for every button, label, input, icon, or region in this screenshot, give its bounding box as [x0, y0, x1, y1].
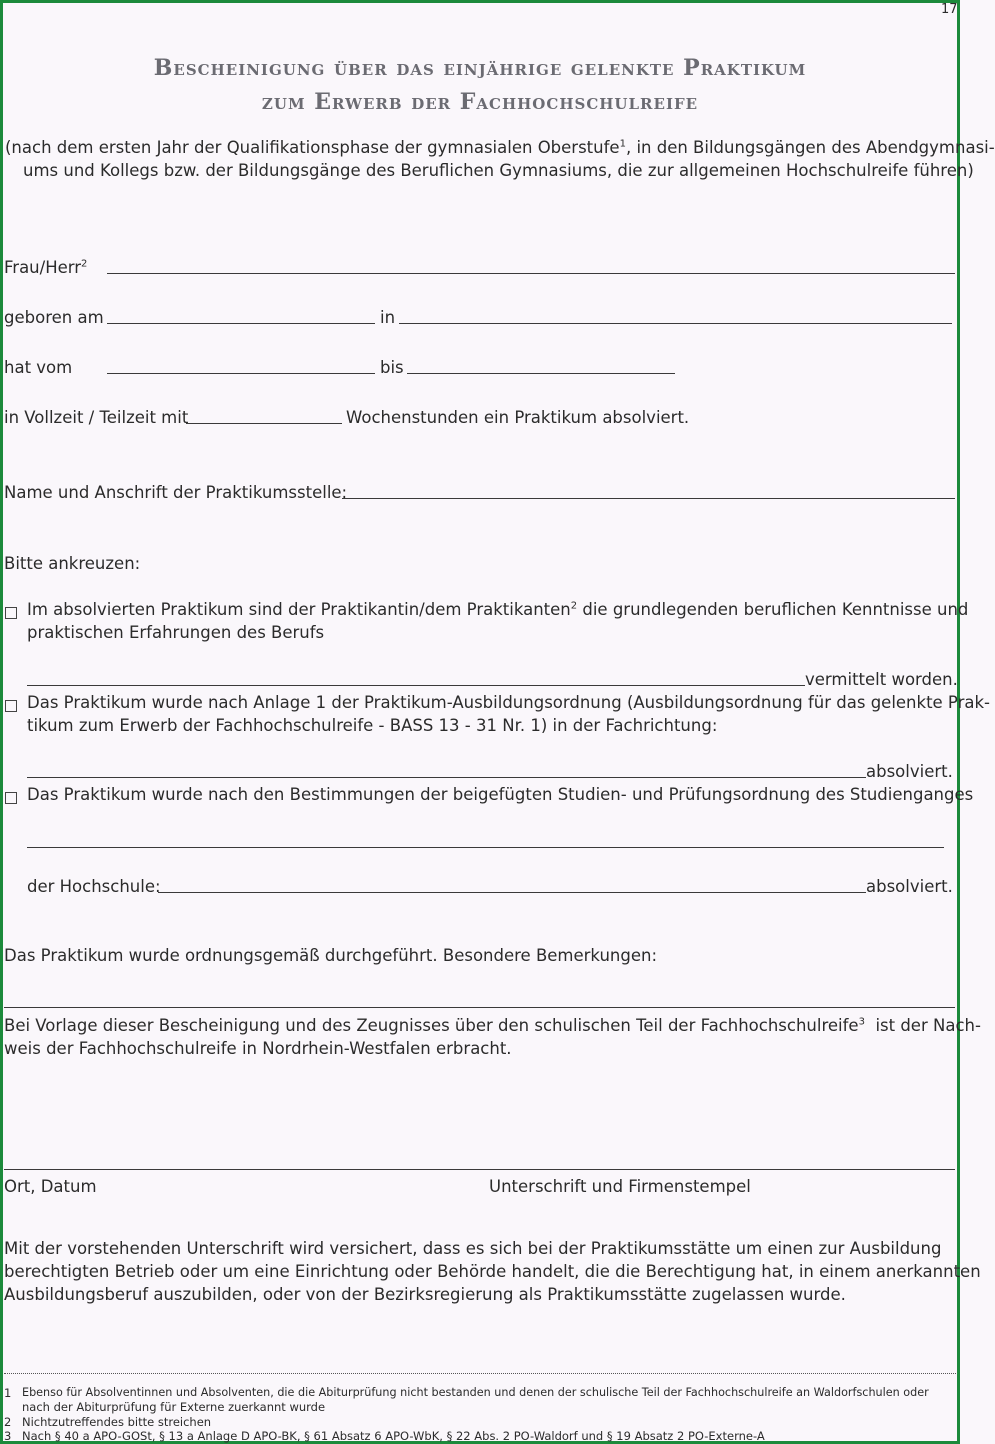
hat-vom-label: hat vom [4, 358, 73, 377]
footnote-1-number: 1 [4, 1386, 12, 1400]
title-line-1: Bescheinigung über das einjährige gelenkte Praktikum [153, 55, 807, 81]
praktikumsstelle-field[interactable] [342, 498, 955, 499]
assurance-line-1: Mit der vorstehenden Unterschrift wird versichert, dass es sich bei der Praktikumsstätte um einen zur Ausbildung [4, 1239, 942, 1258]
footnote-1-line-2: nach der Abiturprüfung für Externe zuerkannt wurde [22, 1400, 326, 1414]
vorlage-text-a: Bei Vorlage dieser Bescheinigung und des Zeugnisses über den schulischen Teil der Fachhochschulreife [4, 1016, 859, 1035]
option-1-end: vermittelt worden. [805, 670, 958, 689]
checkbox-option-1[interactable] [5, 604, 17, 616]
vorlage-line-1 [4, 1016, 981, 1035]
option-3-line-1: Das Praktikum wurde nach den Bestimmungen der beigefügten Studien- und Prüfungsordnung des Studienganges [27, 785, 974, 804]
vorlage-line-2: weis der Fachhochschulreife in Nordrhein-Westfalen erbracht. [4, 1039, 512, 1058]
frau-herr-label [4, 258, 87, 277]
option-1-text-a: Im absolvierten Praktikum sind der Praktikantin/dem Praktikanten [27, 600, 571, 619]
intro-line-2: ums und Kollegs bzw. der Bildungsgänge des Beruflichen Gymnasiums, die zur allgemeinen Hochschulreife führen) [23, 161, 974, 180]
checkbox-3-box[interactable] [5, 792, 17, 804]
option-1-line-2: praktischen Erfahrungen des Berufs [27, 623, 325, 642]
checkbox-heading: Bitte ankreuzen: [4, 554, 141, 573]
assurance-line-3: Ausbildungsberuf auszubilden, oder von der Bezirksregierung als Praktikumsstätte zugelassen wurde. [4, 1285, 846, 1304]
in-label: in [380, 308, 396, 327]
checkbox-2-box[interactable] [5, 700, 17, 712]
checkbox-option-2[interactable] [5, 697, 17, 709]
option-2-line-1: Das Praktikum wurde nach Anlage 1 der Praktikum-Ausbildungsordnung (Ausbildungsordnung für das gelenkte Prak- [27, 693, 990, 712]
checkbox-1-box[interactable] [5, 607, 17, 619]
option-1-line-1 [27, 600, 968, 619]
footnote-separator [4, 1373, 956, 1374]
hochschule-field[interactable] [158, 892, 866, 893]
option-2-end: absolviert. [866, 762, 953, 781]
beruf-field[interactable] [27, 685, 805, 686]
hat-vom-field[interactable] [107, 373, 375, 374]
geboren-am-label: geboren am [4, 308, 104, 327]
studiengang-field[interactable] [27, 847, 944, 848]
title-line-2: zum Erwerb der Fachhochschulreife [261, 89, 699, 115]
footnote-ref-1: 1 [619, 138, 626, 150]
page-number: 17 [941, 2, 958, 17]
geburtsort-field[interactable] [399, 323, 952, 324]
option-1-text-b: die grundlegenden beruflichen Kenntnisse und [577, 600, 969, 619]
remarks-field[interactable] [4, 1007, 955, 1008]
checkbox-option-3[interactable] [5, 789, 17, 801]
praktikumsstelle-label: Name und Anschrift der Praktikumsstelle: [4, 483, 348, 502]
vollzeit-label: in Vollzeit / Teilzeit mit [4, 408, 189, 427]
bis-label: bis [380, 358, 404, 377]
footnote-3: Nach § 40 a APO-GOSt, § 13 a Anlage D APO-BK, § 61 Absatz 6 APO-WbK, § 22 Abs. 2 PO-Waldorf und § 19 Absatz 2 PO-Externe-A [22, 1429, 765, 1443]
intro-line-1 [5, 138, 995, 157]
option-2-line-2: tikum zum Erwerb der Fachhochschulreife - BASS 13 - 31 Nr. 1) in der Fachrichtung: [27, 716, 718, 735]
intro-text-a: (nach dem ersten Jahr der Qualifikationsphase der gymnasialen Oberstufe [5, 138, 620, 157]
hochschule-label: der Hochschule: [27, 877, 161, 896]
footnote-ref-2b: 2 [570, 600, 578, 612]
intro-text-b: , in den Bildungsgängen des Abendgymnasi- [625, 138, 995, 157]
footnote-1-line-1: Ebenso für Absolventinnen und Absolventen, die die Abiturprüfung nicht bestanden und denen der schulische Teil der Fachhochschulreife an Waldorfschulen oder [22, 1386, 929, 1399]
wochenstunden-label: Wochenstunden ein Praktikum absolviert. [346, 408, 690, 427]
vorlage-text-b: ist der Nach- [864, 1016, 981, 1035]
footnote-2: Nichtzutreffendes bitte streichen [22, 1415, 212, 1429]
wochenstunden-field[interactable] [186, 423, 342, 424]
footnote-ref-3: 3 [858, 1016, 865, 1028]
frau-herr-text: Frau/Herr [4, 258, 82, 277]
footnote-ref-2: 2 [81, 258, 88, 270]
ort-datum-label: Ort, Datum [4, 1177, 97, 1196]
option-3-end: absolviert. [866, 877, 953, 896]
bis-field[interactable] [407, 373, 675, 374]
frau-herr-field[interactable] [107, 273, 955, 274]
unterschrift-label: Unterschrift und Firmenstempel [489, 1177, 751, 1196]
geboren-am-field[interactable] [107, 323, 375, 324]
signature-line[interactable] [4, 1169, 955, 1170]
assurance-line-2: berechtigten Betrieb oder um eine Einrichtung oder Behörde handelt, die die Berechtigung hat, in einem anerkannten [4, 1262, 981, 1281]
remarks-label: Das Praktikum wurde ordnungsgemäß durchgeführt. Besondere Bemerkungen: [4, 946, 658, 965]
fachrichtung-field[interactable] [27, 777, 866, 778]
footnote-3-number: 3 [4, 1429, 12, 1443]
footnote-2-number: 2 [4, 1415, 12, 1429]
